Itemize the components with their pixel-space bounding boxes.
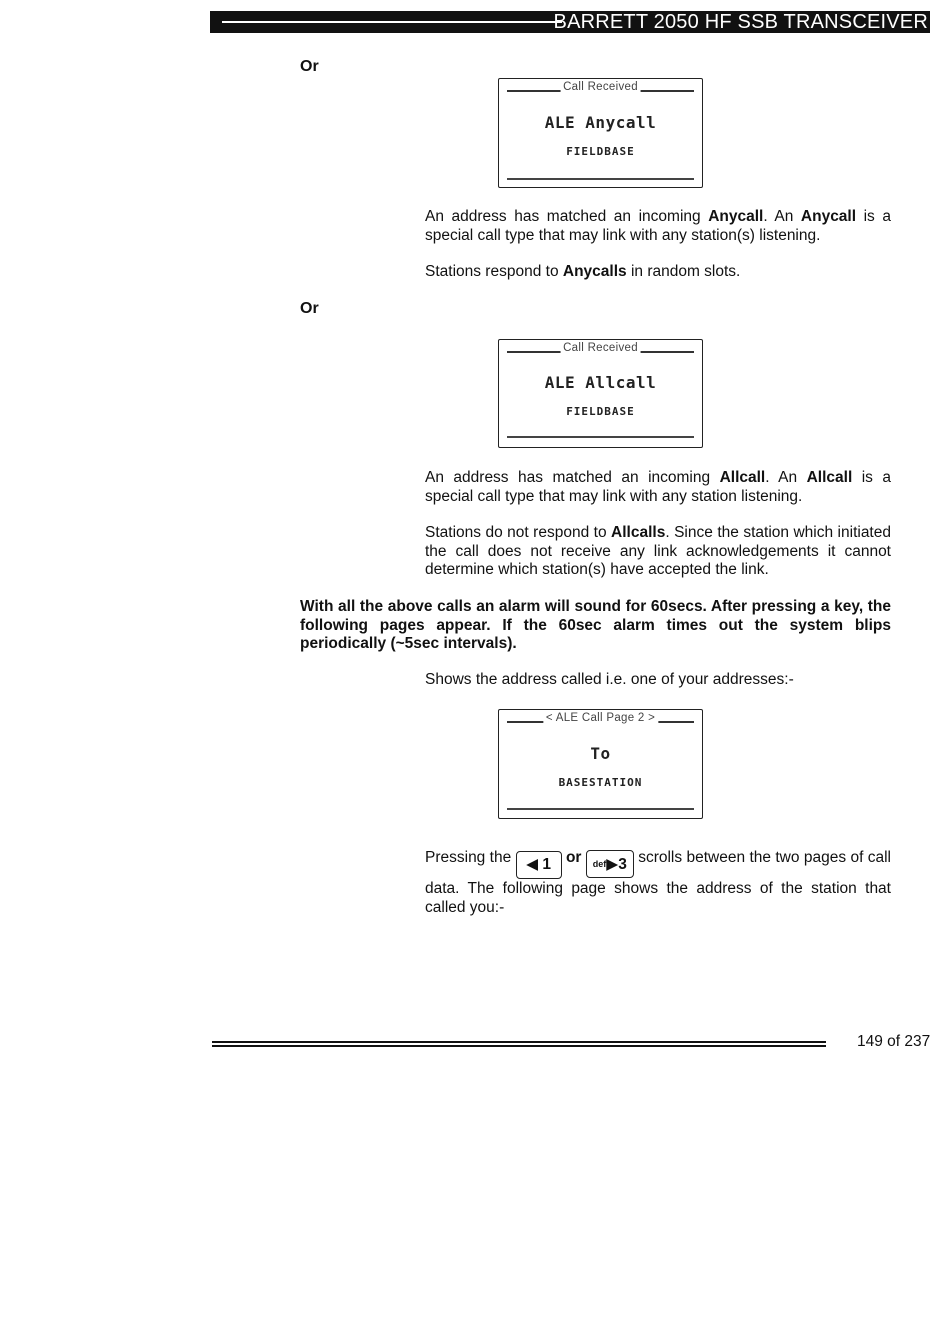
document-title: BARRETT 2050 HF SSB TRANSCEIVER bbox=[553, 11, 928, 33]
anycall-description: An address has matched an incoming Anycall. An Anycall is a special call type that may link with any station(s) listening. bbox=[425, 208, 891, 244]
lcd-line-2: FIELDBASE bbox=[566, 145, 635, 158]
allcall-response: Stations do not respond to Allcalls. Since the station which initiated the call does not receive any link acknowledgements it cannot determine which station(s) have accepted the link. bbox=[425, 524, 891, 578]
lcd-rule bbox=[507, 436, 694, 438]
shows-address-text: Shows the address called i.e. one of your addresses:- bbox=[425, 671, 794, 688]
header-rule bbox=[222, 21, 562, 23]
lcd-screen-anycall bbox=[498, 78, 703, 188]
lcd-rule bbox=[507, 808, 694, 810]
page-number: 149 of 237 bbox=[857, 1033, 931, 1050]
left-arrow-key-icon: ◀ 1 bbox=[516, 851, 562, 879]
anycall-response: Stations respond to Anycalls in random slots. bbox=[425, 263, 741, 280]
lcd-header: Call Received bbox=[560, 81, 641, 93]
allcall-description: An address has matched an incoming Allcall. An Allcall is a special call type that may link with any station listening. bbox=[425, 469, 891, 505]
lcd-header: Call Received bbox=[560, 342, 641, 354]
right-arrow-key-icon: def▶3 bbox=[586, 850, 634, 878]
lcd-screen-allcall bbox=[498, 339, 703, 448]
lcd-line-1: To bbox=[590, 744, 611, 763]
or-label: Or bbox=[300, 300, 319, 317]
lcd-line-1: ALE Allcall bbox=[544, 373, 657, 392]
lcd-line-2: FIELDBASE bbox=[566, 405, 635, 418]
lcd-rule bbox=[507, 178, 694, 180]
footer-rule bbox=[212, 1041, 826, 1047]
lcd-line-2: BASESTATION bbox=[558, 776, 643, 789]
alarm-warning: With all the above calls an alarm will sound for 60secs. After pressing a key, the following pages appear. If the 60sec alarm times out the system blips periodically (~5sec intervals). bbox=[300, 598, 891, 652]
lcd-screen-call-page-2 bbox=[498, 709, 703, 819]
or-label: Or bbox=[300, 58, 319, 75]
scroll-instructions: Pressing the ◀ 1 or def▶3 scrolls between the two pages of call data. The following page shows the address of the station that called you:- bbox=[425, 849, 891, 916]
lcd-line-1: ALE Anycall bbox=[544, 113, 657, 132]
lcd-header: < ALE Call Page 2 > bbox=[543, 712, 658, 724]
